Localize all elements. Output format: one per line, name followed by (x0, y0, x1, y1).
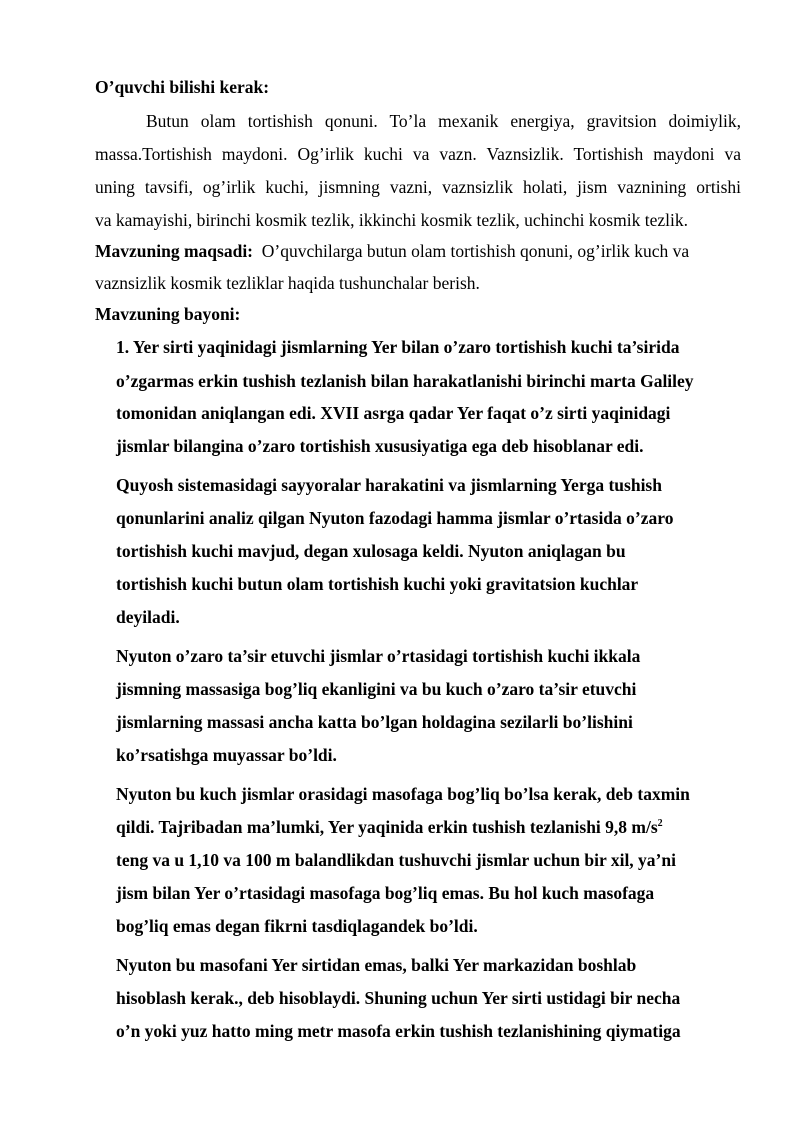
para4-line: teng va u 1,10 va 100 m balandlikdan tushuvchi jismlar uchun bir xil, ya’ni (116, 850, 676, 870)
para3-line: Nyuton o’zaro ta’sir etuvchi jismlar o’rtasidagi tortishish kuchi ikkala (116, 646, 641, 666)
para2-line: Quyosh sistemasidagi sayyoralar harakatini va jismlarning Yerga tushish (116, 475, 662, 495)
para4-line (116, 816, 663, 838)
superscript-exponent: 2 (657, 818, 663, 829)
para3-line: jismlarning massasi ancha katta bo’lgan holdagina sezilarli bo’lishini (116, 712, 633, 732)
para4-line: Nyuton bu kuch jismlar orasidagi masofaga bog’liq bo’lsa kerak, deb taxmin (116, 784, 690, 804)
intro-line: massa.Tortishish maydoni. Og’irlik kuchi va vazn. Vaznsizlik. Tortishish maydoni va (95, 144, 741, 164)
intro-line: va kamayishi, birinchi kosmik tezlik, ikkinchi kosmik tezlik, uchinchi kosmik tezlik. (95, 210, 688, 230)
goal-label: Mavzuning maqsadi: (95, 241, 254, 261)
goal-line (95, 240, 741, 262)
para4-line2-text: qildi. Tajribadan ma’lumki, Yer yaqinida erkin tushish tezlanishi 9,8 m/s (116, 817, 658, 837)
goal-text: O’quvchilarga butun olam tortishish qonuni, og’irlik kuch va (261, 241, 690, 261)
para5-line: o’n yoki yuz hatto ming metr masofa erkin tushish tezlanishining qiymatiga (116, 1021, 681, 1041)
heading-learn: O’quvchi bilishi kerak: (95, 77, 270, 97)
para1-line: 1. Yer sirti yaqinidagi jismlarning Yer bilan o’zaro tortishish kuchi ta’sirida (116, 337, 680, 357)
para1-line: tomonidan aniqlangan edi. XVII asrga qadar Yer faqat o’z sirti yaqinidagi (116, 403, 671, 423)
para2-line: tortishish kuchi mavjud, degan xulosaga keldi. Nyuton aniqlagan bu (116, 541, 626, 561)
para3-line: jismning massasiga bog’liq ekanligini va bu kuch o’zaro ta’sir etuvchi (116, 679, 637, 699)
intro-line: Butun olam tortishish qonuni. To’la mexanik energiya, gravitsion doimiylik, (146, 111, 741, 131)
para3-line: ko’rsatishga muyassar bo’ldi. (116, 745, 337, 765)
para2-line: qonunlarini analiz qilgan Nyuton fazodagi hamma jismlar o’rtasida o’zaro (116, 508, 674, 528)
para1-line: o’zgarmas erkin tushish tezlanish bilan harakatlanishi birinchi marta Galiley (116, 371, 694, 391)
para2-line: tortishish kuchi butun olam tortishish kuchi yoki gravitatsion kuchlar (116, 574, 639, 594)
para5-line: hisoblash kerak., deb hisoblaydi. Shuning uchun Yer sirti ustidagi bir necha (116, 988, 681, 1008)
para2-line: deyiladi. (116, 607, 180, 627)
para4-line: jism bilan Yer o’rtasidagi masofaga bog’liq emas. Bu hol kuch masofaga (116, 883, 655, 903)
heading-statement: Mavzuning bayoni: (95, 304, 241, 324)
goal-text-continued: vaznsizlik kosmik tezliklar haqida tushunchalar berish. (95, 273, 480, 293)
intro-line: uning tavsifi, og’irlik kuchi, jismning vazni, vaznsizlik holati, jism vaznining ortishi (95, 177, 741, 197)
para5-line: Nyuton bu masofani Yer sirtidan emas, balki Yer markazidan boshlab (116, 955, 637, 975)
para1-line: jismlar bilangina o’zaro tortishish xususiyatiga ega deb hisoblanar edi. (116, 436, 644, 456)
para4-line: bog’liq emas degan fikrni tasdiqlagandek bo’ldi. (116, 916, 478, 936)
